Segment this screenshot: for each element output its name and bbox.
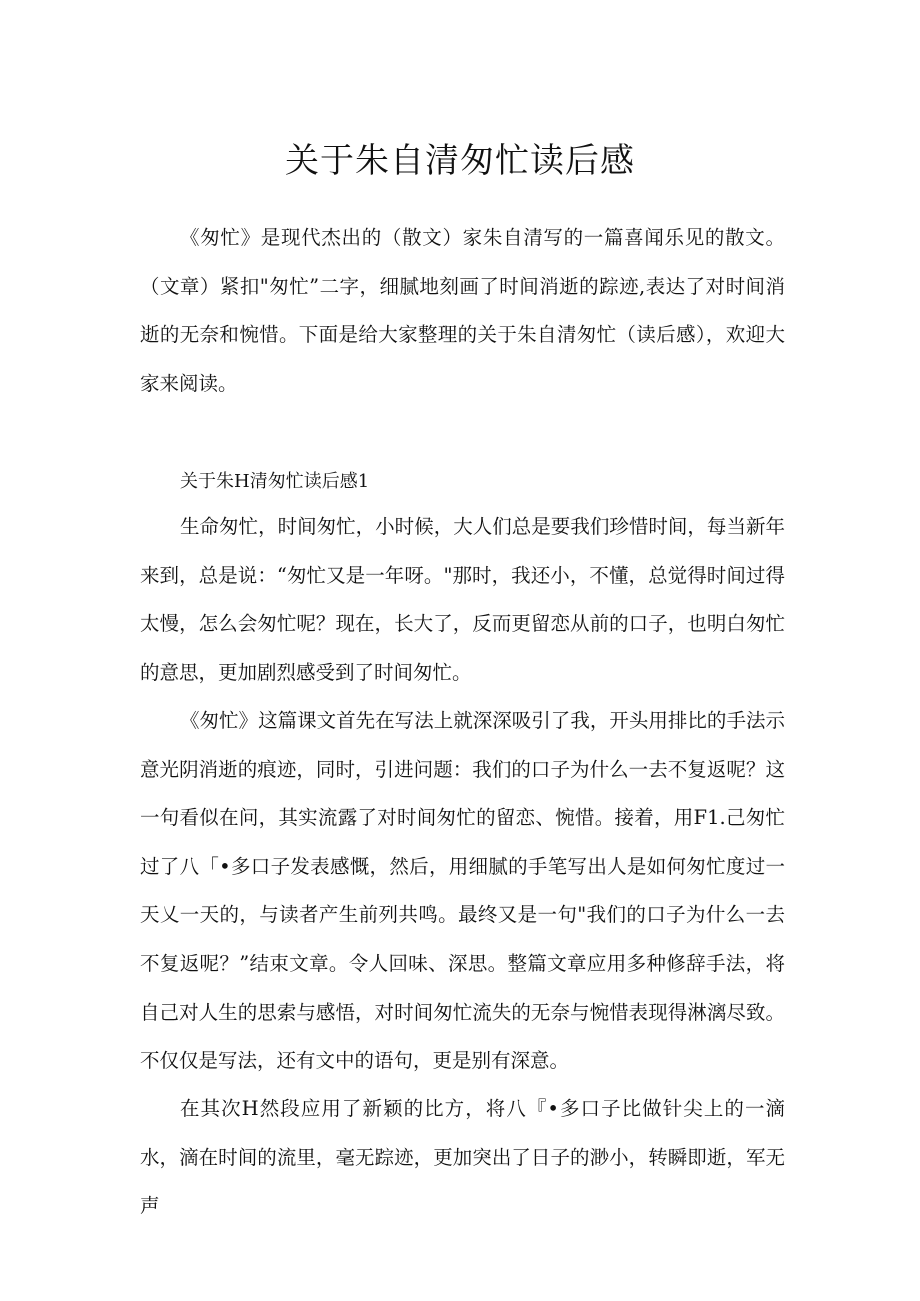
body-paragraph-1: 生命匆忙，时间匆忙，小时候，大人们总是要我们珍惜时间，每当新年来到，总是说：“匆忙又是一年呀。"那时，我还小，不懂，总觉得时间过得太慢，怎么会匆忙呢？现在，长大了，反而更留恋从前的口子，也明白匆忙的意思，更加剧烈感受到了时间匆忙。 (140, 515, 785, 684)
intro-paragraph: 《匆忙》是现代杰出的（散文）家朱自清写的一篇喜闻乐见的散文。（文章）紧扣"匆忙”二字，细腻地刻画了时间消逝的踪迹,表达了对时间消逝的无奈和惋惜。下面是给大家整理的关于朱自清匆忙（读后感），欢迎大家来阅读。 (140, 226, 785, 395)
section-heading: 关于朱H清匆忙读后感1 (180, 471, 370, 492)
document-title: 关于朱自清匆忙读后感 (285, 141, 635, 181)
body-paragraph-2: 《匆忙》这篇课文首先在写法上就深深吸引了我，开头用排比的手法示意光阴消逝的痕迹，同时，引进问题：我们的口子为什么一去不复返呢？这一句看似在问，其实流露了对时间匆忙的留恋、惋惜。接着，用F1.己匆忙过了八「•多口子发表感慨，然后，用细腻的手笔写出人是如何匆忙度过一天乂一天的，与读者产生前列共鸣。最终又是一句"我们的口子为什么一去不复返呢？”结束文章。令人回味、深思。整篇文章应用多种修辞手法，将自己对人生的思索与感悟，对时间匆忙流失的无奈与惋惜表现得淋漓尽致。不仅仅是写法，还有文中的语句，更是别有深意。 (140, 709, 785, 1073)
body-paragraph-3: 在其次H然段应用了新颖的比方，将八『•多口子比做针尖上的一滴水，滴在时间的流里，毫无踪迹，更加突出了日子的渺小，转瞬即逝，军无声 (140, 1097, 785, 1218)
